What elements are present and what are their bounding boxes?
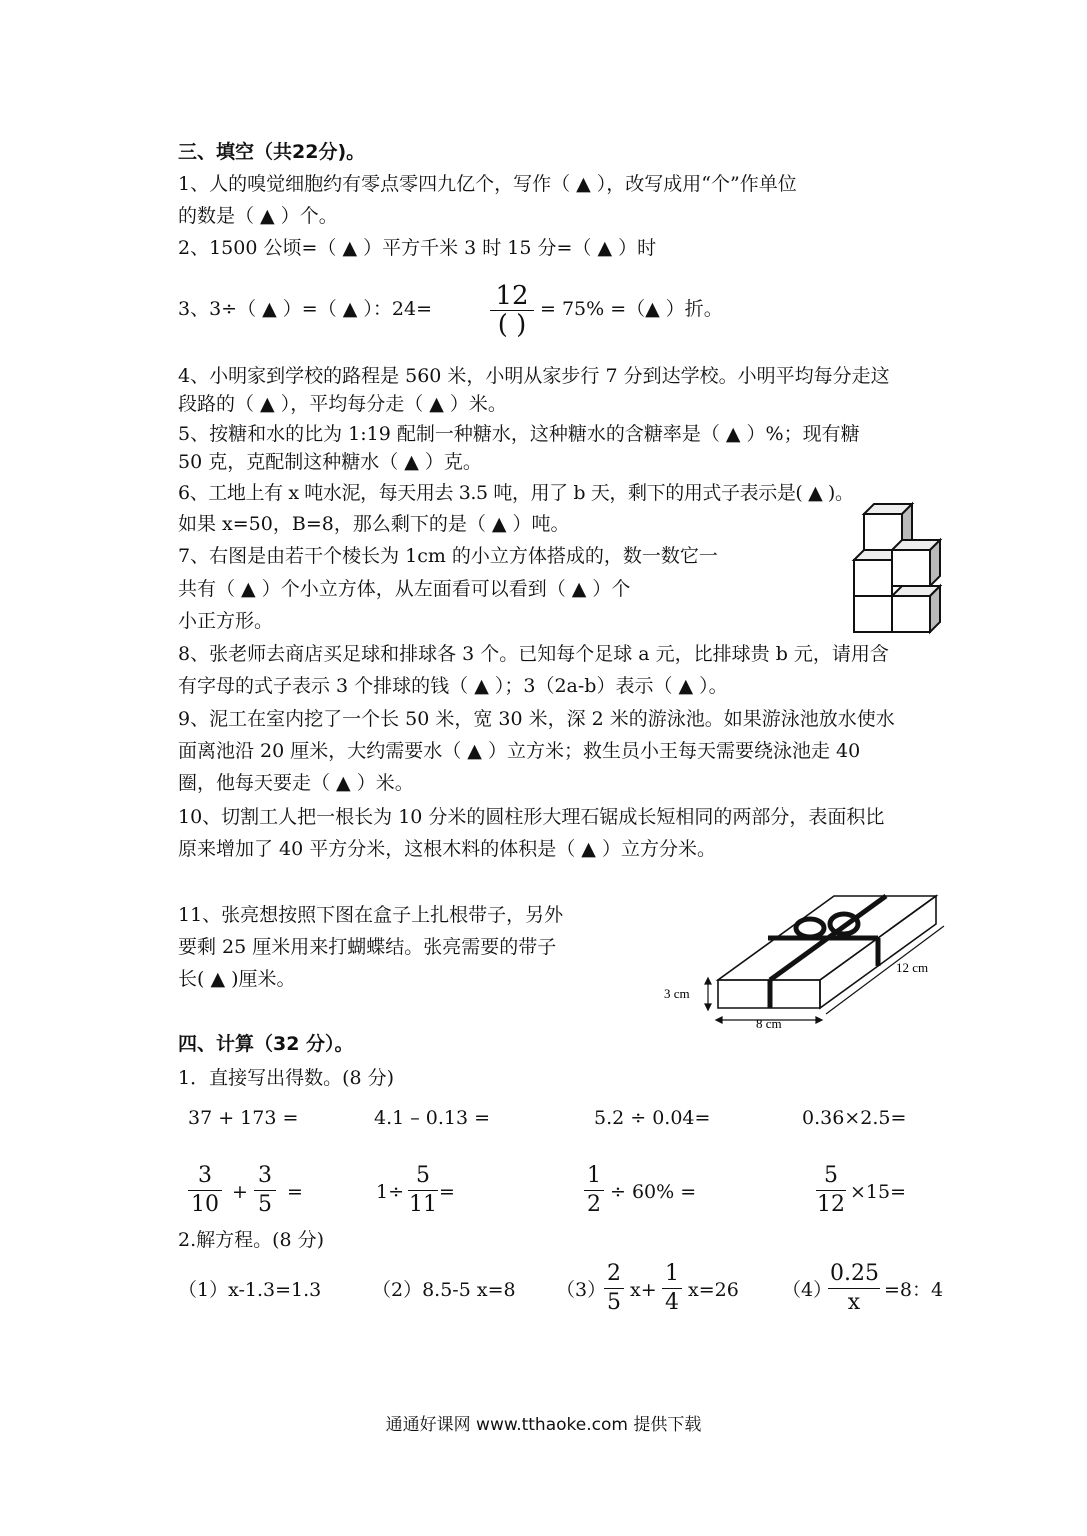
equation-3-post: x=26 xyxy=(688,1279,739,1301)
calc-r2-frac-b xyxy=(408,1162,438,1219)
calc-subheading-1: 1．直接写出得数。(8 分) xyxy=(178,1067,395,1089)
q10-line1: 10、切割工人把一根长为 10 分米的圆柱形大理石锯成长短相同的两部分，表面积比 xyxy=(178,806,885,828)
frac-numerator: 3 xyxy=(254,1162,276,1191)
equation-4-prefix: （4） xyxy=(782,1279,833,1301)
frac-denominator: 5 xyxy=(607,1290,621,1315)
section3-title: 三、填空（共22分)。 xyxy=(178,141,366,163)
equation-1: （1）x-1.3=1.3 xyxy=(178,1279,322,1301)
frac-numerator: 2 xyxy=(604,1260,624,1289)
calc-row1-item1: 37 + 173 = xyxy=(188,1107,299,1129)
calc-r2-d-post: ×15= xyxy=(850,1181,907,1203)
q8-line1: 8、张老师去商店买足球和排球各 3 个。已知每个足球 a 元，比排球贵 b 元，请用含 xyxy=(178,643,889,665)
q3-part-b: = 75% =（▲ ）折。 xyxy=(540,298,723,320)
calc-r2-eq-a: = xyxy=(287,1181,303,1203)
q6-line1: 6、工地上有 x 吨水泥，每天用去 3.5 吨，用了 b 天，剩下的用式子表示是( ▲ )。 xyxy=(178,482,854,504)
frac-numerator: 1 xyxy=(662,1260,682,1289)
q7-line2: 共有（ ▲ ）个小立方体，从左面看可以看到（ ▲ ）个 xyxy=(178,578,631,600)
q7-line3: 小正方形。 xyxy=(178,610,274,632)
q2-line: 2、1500 公顷=（ ▲ ）平方千米 3 时 15 分=（ ▲ ）时 xyxy=(178,237,657,259)
calc-r2-frac-a1 xyxy=(188,1162,222,1219)
q5-line2: 50 克，克配制这种糖水（ ▲ ）克。 xyxy=(178,451,482,473)
calc-r2-plus: + xyxy=(232,1181,248,1203)
q11-line3: 长( ▲ )厘米。 xyxy=(178,968,296,990)
q3-part-a: 3、3÷（ ▲ ）=（ ▲ ）：24= xyxy=(178,298,432,320)
q9-line1: 9、泥工在室内挖了一个长 50 米，宽 30 米，深 2 米的游泳池。如果游泳池放水使水 xyxy=(178,708,895,730)
q3-denominator: ( ) xyxy=(497,310,527,340)
frac-numerator: 5 xyxy=(408,1162,438,1191)
frac-numerator: 3 xyxy=(188,1162,222,1191)
q3-fraction xyxy=(490,282,534,339)
equation-3-prefix: （3） xyxy=(556,1279,607,1301)
frac-denominator: 4 xyxy=(665,1290,679,1315)
frac-denominator: 12 xyxy=(817,1192,845,1217)
frac-denominator: 5 xyxy=(258,1192,272,1217)
q10-line2: 原来增加了 40 平方分米，这根木料的体积是（ ▲ ）立方分米。 xyxy=(178,838,716,860)
q3-numerator: 12 xyxy=(490,282,534,311)
q1-line1: 1、人的嗅觉细胞约有零点零四九亿个，写作（ ▲ ），改写成用“个”作单位 xyxy=(178,173,797,195)
calc-r2-frac-c xyxy=(584,1162,604,1219)
calc-r2-b-pre: 1÷ xyxy=(376,1181,405,1203)
equation-3-frac1 xyxy=(604,1260,624,1317)
box-height-label: 3 cm xyxy=(664,986,690,1001)
calc-r2-eq-b: = xyxy=(439,1181,455,1203)
frac-denominator: x xyxy=(847,1290,861,1315)
q9-line2: 面离池沿 20 厘米，大约需要水（ ▲ ）立方米；救生员小王每天需要绕泳池走 40 xyxy=(178,740,861,762)
q9-line3: 圈，他每天要走（ ▲ ）米。 xyxy=(178,772,414,794)
frac-numerator: 0.25 xyxy=(828,1260,880,1289)
calc-subheading-2: 2.解方程。(8 分) xyxy=(178,1229,325,1251)
equation-3-mid: x+ xyxy=(630,1279,657,1301)
calc-row1-item3: 5.2 ÷ 0.04= xyxy=(594,1107,711,1129)
q7-line1: 7、右图是由若干个棱长为 1cm 的小立方体搭成的，数一数它一 xyxy=(178,545,718,567)
calc-r2-frac-a2 xyxy=(254,1162,276,1219)
q8-line2: 有字母的式子表示 3 个排球的钱（ ▲ ）；3（2a-b）表示（ ▲ ）。 xyxy=(178,675,728,697)
q6-line2: 如果 x=50，B=8，那么剩下的是（ ▲ ）吨。 xyxy=(178,513,570,535)
frac-denominator: 11 xyxy=(409,1192,437,1217)
equation-2: （2）8.5-5 x=8 xyxy=(372,1279,516,1301)
q4-line2: 段路的（ ▲ ），平均每分走（ ▲ ）米。 xyxy=(178,393,507,415)
gift-box-figure xyxy=(660,880,960,1030)
calc-row1-item4: 0.36×2.5= xyxy=(802,1107,907,1129)
box-length-label: 12 cm xyxy=(896,960,929,975)
box-width-label: 8 cm xyxy=(756,1016,782,1030)
equation-3-frac2 xyxy=(662,1260,682,1317)
q4-line1: 4、小明家到学校的路程是 560 米，小明从家步行 7 分到达学校。小明平均每分走这 xyxy=(178,365,890,387)
section4-title: 四、计算（32 分）。 xyxy=(178,1033,354,1055)
calc-r2-frac-d xyxy=(816,1162,846,1219)
q11-line1: 11、张亮想按照下图在盒子上扎根带子，另外 xyxy=(178,904,564,926)
frac-numerator: 1 xyxy=(584,1162,604,1191)
frac-denominator: 2 xyxy=(587,1192,601,1217)
footer-credit: 通通好课网 www.tthaoke.com 提供下载 xyxy=(385,1415,702,1435)
equation-4-frac xyxy=(828,1260,880,1317)
q11-line2: 要剩 25 厘米用来打蝴蝶结。张亮需要的带子 xyxy=(178,936,557,958)
calc-row1-item2: 4.1 – 0.13 = xyxy=(374,1107,491,1129)
equation-4-post: =8：4 xyxy=(884,1279,944,1301)
q5-line1: 5、按糖和水的比为 1:19 配制一种糖水，这种糖水的含糖率是（ ▲ ）%；现有糖 xyxy=(178,423,860,445)
frac-numerator: 5 xyxy=(816,1162,846,1191)
calc-r2-c-post: ÷ 60% = xyxy=(610,1181,697,1203)
frac-denominator: 10 xyxy=(191,1192,219,1217)
cube-stack-figure xyxy=(846,500,956,636)
q1-line2: 的数是（ ▲ ）个。 xyxy=(178,205,338,227)
